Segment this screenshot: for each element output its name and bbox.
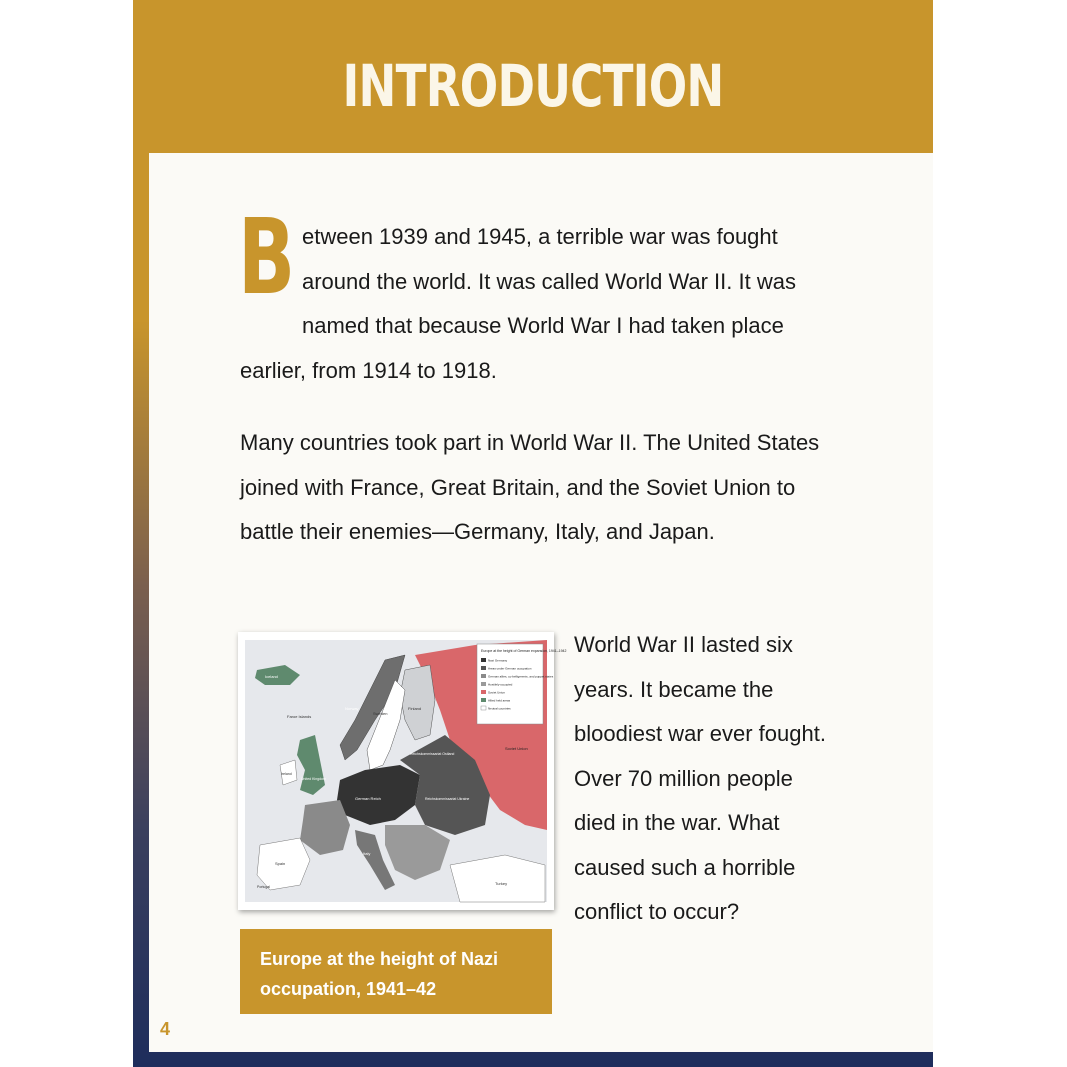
map-label-ireland: Ireland: [281, 772, 292, 776]
legend-swatch: [481, 682, 486, 686]
map-label-german-reich: German Reich: [355, 796, 381, 801]
map-label-faroe: Faroe Islands: [287, 714, 312, 719]
map-legend-title: Europe at the height of German expansion, 1941–1942: [481, 649, 567, 653]
legend-label: Nazi Germany: [488, 658, 508, 663]
map-label-spain: Spain: [275, 861, 286, 866]
map-label-norway: Norway: [345, 706, 359, 711]
legend-label: Neutral countries: [488, 706, 511, 711]
paragraph-countries: Many countries took part in World War II. The United States joined with France, Great Britain, and the Soviet Union to battle their enemies—Germany, Italy, and Japan.: [240, 430, 820, 544]
map-caption: [240, 929, 552, 1014]
map-label-turkey: Turkey: [495, 881, 508, 886]
page-title: INTRODUCTION: [342, 52, 724, 120]
legend-swatch: [481, 674, 486, 678]
map-label-uk: United Kingdom: [301, 777, 326, 781]
map-label-italy: Italy: [363, 851, 371, 856]
paragraph-intro-text: etween 1939 and 1945, a terrible war was fought around the world. It was called World War II. It was named that because World War I had taken place earlier, from 1914 to 1918.: [240, 224, 796, 383]
map-label-ukraine: Reichskommissariat Ukraine: [425, 797, 470, 801]
map-label-portugal: Portugal: [257, 885, 271, 889]
legend-swatch: [481, 666, 486, 670]
legend-label: German allies, co-belligerents, and puppet states: [488, 674, 554, 679]
map-label-ostland: Reichskommissariat Ostland: [410, 752, 455, 756]
legend-label: Areas under German occupation: [488, 666, 532, 671]
legend-label: Allied held areas: [488, 698, 511, 703]
legend-swatch: [481, 706, 486, 710]
paragraph-intro: [238, 196, 840, 393]
map-label-finland: Finland: [408, 706, 422, 711]
legend-label: Soviet Union: [488, 690, 506, 695]
legend-swatch: [481, 690, 486, 694]
drop-cap: B: [238, 196, 296, 318]
europe-map: [245, 640, 567, 902]
map-label-iceland: Iceland: [265, 674, 278, 679]
paragraph-duration: World War II lasted six years. It became the bloodiest war ever fought. Over 70 million people died in the war. What caused such a horrible conflict to occur?: [574, 632, 826, 924]
legend-swatch: [481, 658, 486, 662]
legend-swatch: [481, 698, 486, 702]
legend-label: Hostilely-occupied: [488, 682, 513, 687]
page-content: [149, 153, 933, 1052]
map-caption-text: Europe at the height of Nazi occupation, 1941–42: [260, 949, 499, 999]
page-number: 4: [160, 1019, 171, 1039]
map-figure: [238, 632, 567, 910]
map-label-soviet-union: Soviet Union: [505, 746, 528, 751]
map-label-sweden: Sweden: [373, 711, 388, 716]
